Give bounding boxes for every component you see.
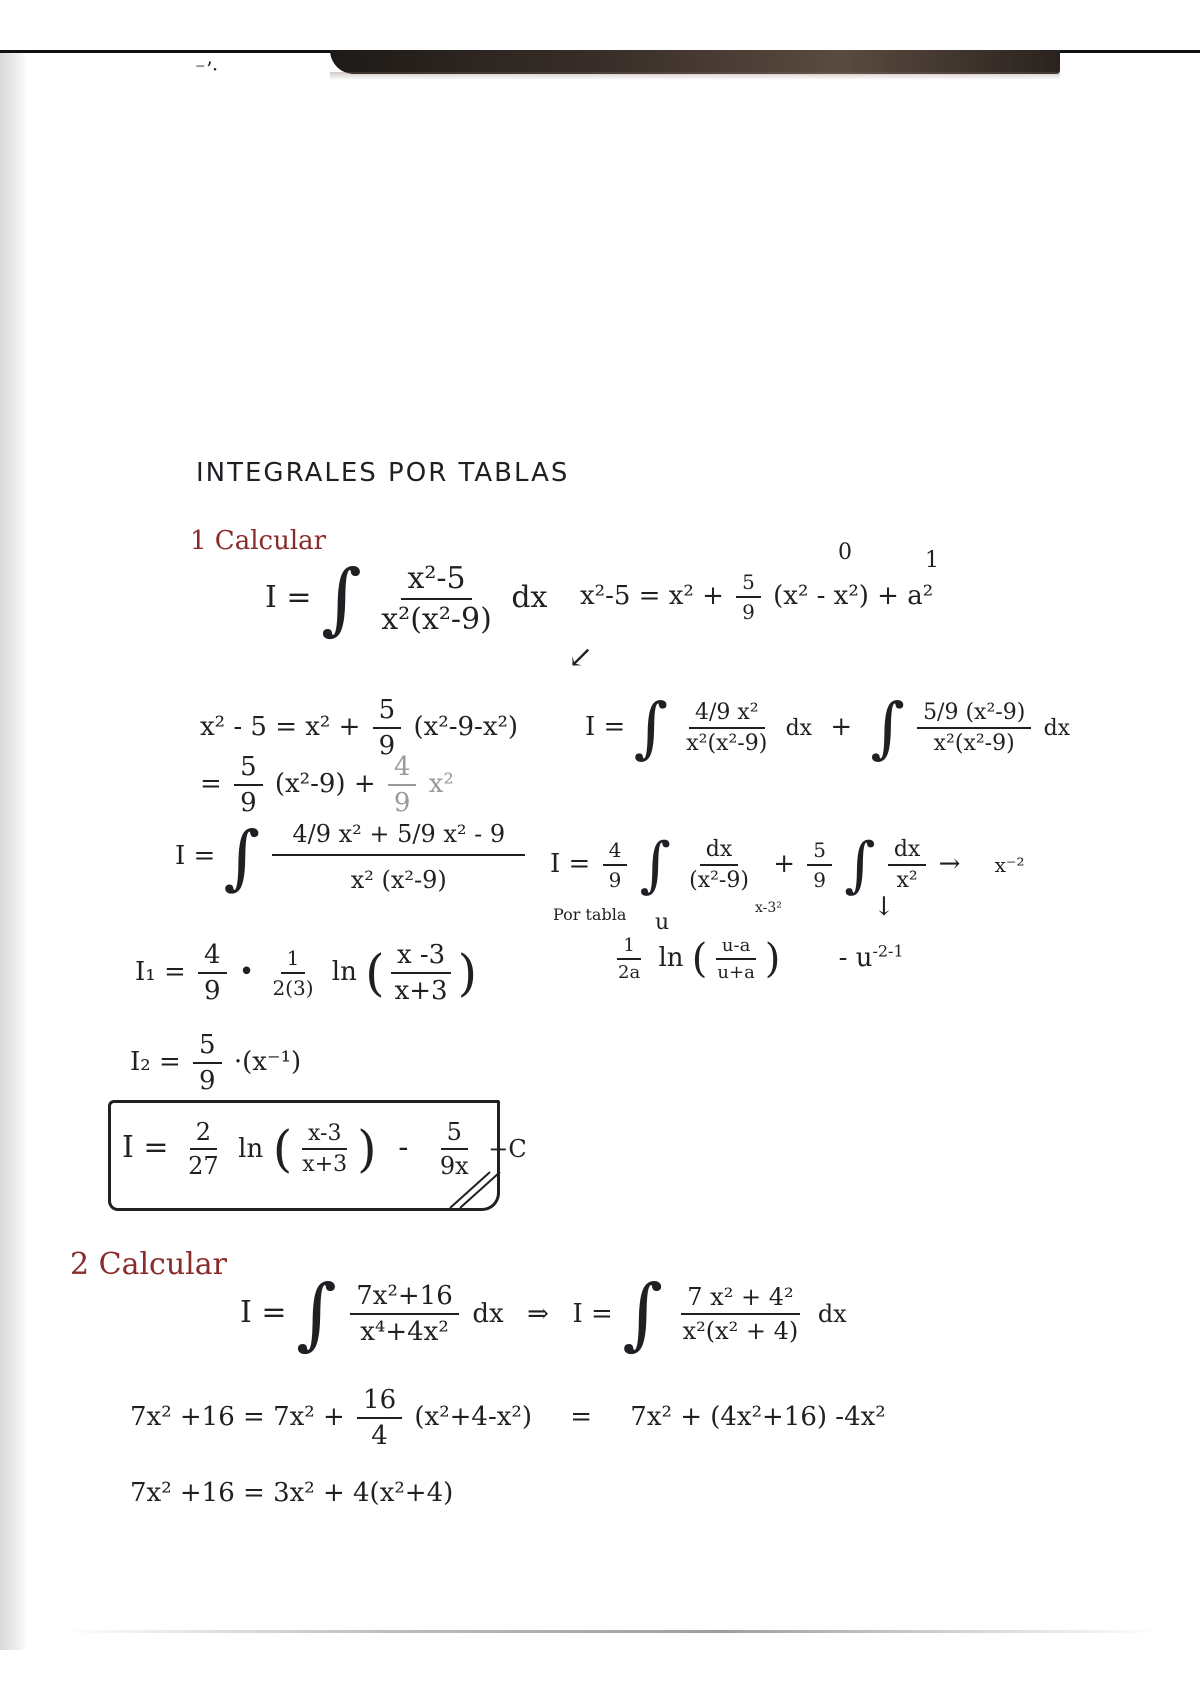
tables-c1-den: 9 xyxy=(608,868,622,892)
formula-paren-open: ( xyxy=(691,936,708,982)
side-eq-tail: (x² - x²) + a² xyxy=(773,581,934,611)
formula-coef-num: 1 xyxy=(617,935,640,960)
p2-dx2: dx xyxy=(817,1300,847,1328)
i1-line xyxy=(135,940,477,1006)
p2-line1-lhs: 7x² +16 = 7x² + xyxy=(130,1402,345,1432)
result-line xyxy=(122,1118,527,1180)
down-arrow-icon: ↓ xyxy=(873,892,895,922)
tables-c2-den: 9 xyxy=(813,868,827,892)
result-lhs: I = xyxy=(122,1130,169,1165)
integrand-numerator: x²-5 xyxy=(401,561,471,600)
problem1-label: 1 Calcular xyxy=(190,526,327,556)
decomp2-frac-num: 5 xyxy=(234,752,263,786)
i1-ln: ln xyxy=(331,957,357,987)
tables-frac2-den: x² xyxy=(896,868,918,893)
result-minus: - xyxy=(398,1130,409,1165)
side-eq-frac-den: 9 xyxy=(742,600,755,624)
integrand-fraction xyxy=(375,561,498,637)
tables-coef-2 xyxy=(807,838,832,892)
result-a-den: 27 xyxy=(188,1152,219,1180)
integral-sign-icon: ∫ xyxy=(633,689,668,766)
decomp2-frac2-den: 9 xyxy=(393,788,411,818)
i1-a-den: 9 xyxy=(204,976,221,1006)
decomp1-lhs: x² - 5 = x² + xyxy=(200,712,361,742)
p2-frac2-den: x²(x² + 4) xyxy=(682,1317,799,1345)
decomp2-fraction xyxy=(234,752,263,818)
decomp2-tail: x² xyxy=(428,769,454,799)
p2-dx: dx xyxy=(472,1299,504,1329)
tables-down-marker: u xyxy=(655,910,670,935)
tables-frac1-num: dx xyxy=(700,837,739,866)
result-c-den: 9x xyxy=(439,1152,469,1180)
integrand-denominator: x²(x²-9) xyxy=(381,602,492,637)
integral-lhs: I = xyxy=(265,580,312,615)
split-fraction-2 xyxy=(917,700,1031,756)
p2-line1-frac-num: 16 xyxy=(357,1385,402,1419)
problem1-integral xyxy=(265,554,548,644)
i1-lhs: I₁ = xyxy=(135,957,186,987)
p2-frac-den: x⁴+4x² xyxy=(360,1317,449,1347)
combined-lhs: I = xyxy=(175,841,216,871)
split-frac2-num: 5/9 (x²-9) xyxy=(917,700,1031,729)
decomp1-tail: (x²-9-x²) xyxy=(413,712,519,742)
formula-coef xyxy=(612,935,646,983)
tables-arrow-icon: → xyxy=(938,849,961,879)
tables-c2-num: 5 xyxy=(807,838,832,866)
p2-line1-tail: (x²+4-x²) xyxy=(414,1402,532,1432)
split-frac1-num: 4/9 x² xyxy=(689,700,765,729)
result-c-num: 5 xyxy=(441,1118,468,1150)
tables-plus: + xyxy=(773,849,796,879)
i2-line xyxy=(130,1030,301,1096)
integral-sign-icon: ∫ xyxy=(870,689,905,766)
decomp1-frac-num: 5 xyxy=(373,695,402,729)
decomp2-frac-den: 9 xyxy=(240,788,257,818)
i1-frac-a xyxy=(198,940,227,1006)
p2-lhs: I = xyxy=(240,1295,287,1330)
side-eq-lhs: x²-5 = xyxy=(580,581,661,611)
formula-fraction xyxy=(711,935,760,983)
implies-arrow-icon: ⇒ xyxy=(527,1299,549,1329)
result-paren-open: ( xyxy=(272,1120,293,1178)
i1-c-den: x+3 xyxy=(394,976,448,1006)
page-left-shadow xyxy=(0,50,28,1650)
binding-strip xyxy=(330,50,1060,74)
tables-xpow: x⁻² xyxy=(994,853,1025,877)
result-ln: ln xyxy=(238,1134,264,1164)
i1-dot: • xyxy=(238,957,255,987)
integral-sign-icon: ∫ xyxy=(223,816,261,898)
problem2-line-1 xyxy=(130,1385,886,1451)
i1-b-den: 2(3) xyxy=(272,976,314,1000)
tables-coef-1 xyxy=(603,838,628,892)
p2-frac2-num: 7 x² + 4² xyxy=(681,1283,799,1315)
formula-power: - u xyxy=(838,943,873,973)
p2-fraction-2 xyxy=(677,1283,805,1345)
formula-ln: ln xyxy=(658,943,684,973)
integral-sign-icon: ∫ xyxy=(622,1269,664,1359)
result-frac-a xyxy=(182,1118,225,1180)
i1-frac-c xyxy=(389,940,454,1006)
split-frac1-den: x²(x²-9) xyxy=(686,731,768,756)
result-tail: +C xyxy=(488,1135,527,1163)
decomp1-frac-den: 9 xyxy=(378,731,396,761)
problem2-label: 2 Calcular xyxy=(70,1247,228,1282)
decomposition-line-2 xyxy=(200,752,454,818)
p2-line1-fraction xyxy=(357,1385,402,1451)
result-frac-b xyxy=(296,1121,353,1177)
formula-frac-num: u-a xyxy=(716,935,756,960)
i1-paren-close: ) xyxy=(457,944,478,1002)
page-title: INTEGRALES POR TABLAS xyxy=(196,458,570,488)
formula-frac-den: u+a xyxy=(717,962,755,983)
side-eq-frac-num: 5 xyxy=(736,570,761,598)
split-integral xyxy=(585,689,1071,766)
formula-coef-den: 2a xyxy=(618,962,641,983)
tables-frac1-den: (x²-9) xyxy=(689,868,749,893)
tables-fraction-2 xyxy=(888,837,927,893)
side-eq-sup1: 1 xyxy=(925,548,939,573)
result-a-num: 2 xyxy=(190,1118,217,1150)
decomp2-frac2-num: 4 xyxy=(388,752,417,786)
tables-fraction-1 xyxy=(683,837,755,893)
combined-integral xyxy=(175,816,529,898)
formula-paren-close: ) xyxy=(764,936,781,982)
combined-num: 4/9 x² + 5/9 x² - 9 xyxy=(272,820,525,856)
decomp2-fraction-2 xyxy=(388,752,417,818)
split-dx2: dx xyxy=(1043,716,1071,741)
split-plus: + xyxy=(830,712,853,742)
integral-sign-icon: ∫ xyxy=(844,830,876,900)
tables-lhs: I = xyxy=(550,849,591,879)
side-arrow-icon: ↙ xyxy=(568,640,594,675)
page-bottom-edge xyxy=(60,1630,1160,1633)
side-eq-sup0: 0 xyxy=(838,540,852,565)
i1-b-num: 1 xyxy=(281,946,306,974)
i2-frac xyxy=(193,1030,222,1096)
i1-c-num: x -3 xyxy=(391,940,451,974)
problem2-integral xyxy=(240,1269,847,1359)
i2-den: 9 xyxy=(199,1066,216,1096)
tables-integral xyxy=(550,830,1025,900)
split-dx1: dx xyxy=(785,716,813,741)
result-b-num: x-3 xyxy=(302,1121,347,1150)
result-b-den: x+3 xyxy=(302,1152,348,1177)
combined-den: x² (x²-9) xyxy=(350,866,447,894)
combined-fraction xyxy=(272,820,525,894)
pen-mark: ⁻ʼ· xyxy=(195,57,219,81)
tables-note: Por tabla xyxy=(553,905,627,924)
table-formula xyxy=(608,935,904,983)
formula-power-exp: -2-1 xyxy=(872,941,904,961)
p2-line1-rhs: 7x² + (4x²+16) -4x² xyxy=(630,1402,886,1432)
i2-num: 5 xyxy=(193,1030,222,1064)
integral-sign-icon: ∫ xyxy=(296,1269,337,1359)
i2-lhs: I₂ = xyxy=(130,1047,181,1077)
result-paren-close: ) xyxy=(357,1120,377,1178)
p2-line1-frac-den: 4 xyxy=(371,1421,388,1451)
result-frac-c xyxy=(434,1118,475,1180)
differential: dx xyxy=(511,580,548,615)
i1-frac-b xyxy=(266,946,319,1000)
side-eq-fraction xyxy=(736,570,761,624)
side-eq-rhs: x² + xyxy=(668,581,724,611)
problem2-line-2: 7x² +16 = 3x² + 4(x²+4) xyxy=(130,1478,454,1508)
decomp2-mid: (x²-9) + xyxy=(274,769,376,799)
split-lhs: I = xyxy=(585,712,626,742)
split-frac2-den: x²(x²-9) xyxy=(933,731,1015,756)
integral-sign-icon: ∫ xyxy=(639,830,671,900)
p2-frac-num: 7x²+16 xyxy=(350,1281,459,1315)
side-equation xyxy=(580,570,933,624)
integral-sign-icon: ∫ xyxy=(321,554,362,644)
p2-line1-eq: = xyxy=(570,1402,593,1432)
tables-c1-num: 4 xyxy=(603,838,628,866)
i2-tail: ·(x⁻¹) xyxy=(233,1047,302,1077)
p2-lhs2: I = xyxy=(572,1299,613,1329)
i1-paren-open: ( xyxy=(365,944,385,1002)
tables-sub1: x-3² xyxy=(755,900,782,916)
split-fraction-1 xyxy=(680,700,773,756)
i1-a-num: 4 xyxy=(198,940,227,974)
decomp2-lhs: = xyxy=(200,769,222,799)
tables-frac2-num: dx xyxy=(888,837,927,866)
p2-fraction xyxy=(350,1281,459,1347)
